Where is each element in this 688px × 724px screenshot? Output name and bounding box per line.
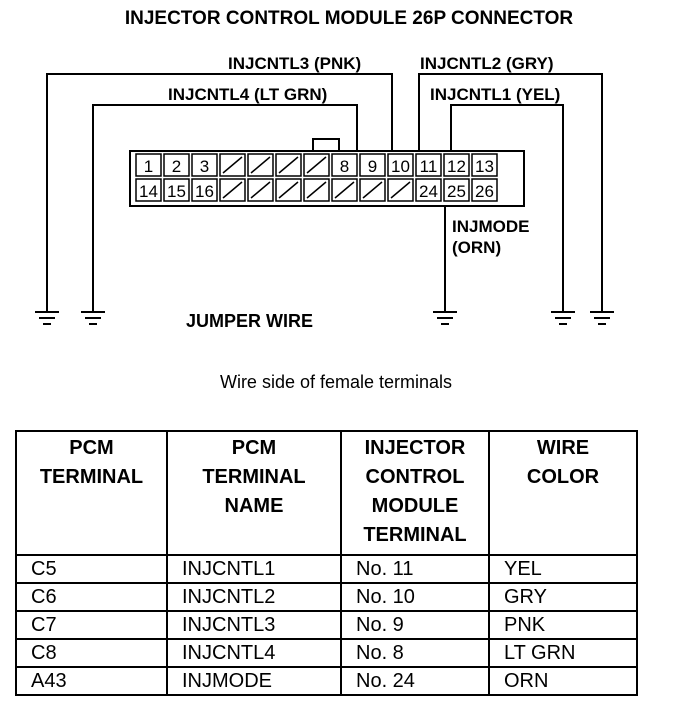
cell-terminal-name: INJCNTL1: [167, 555, 341, 583]
connector-26p: [130, 139, 524, 206]
header-pcm-terminal: [16, 431, 167, 555]
wire-injcntl4: [93, 105, 357, 312]
pin-label: 1: [143, 157, 154, 176]
cell-wire-color: ORN: [489, 667, 637, 695]
pin-label: 11: [419, 157, 438, 176]
header-line: CONTROL: [365, 466, 465, 488]
ground-icon: [551, 312, 575, 324]
ground-icon: [81, 312, 105, 324]
wire-injcntl1: [451, 105, 563, 312]
label-injcntl2: INJCNTL2 (GRY): [420, 54, 554, 73]
cell-module-terminal: No. 8: [341, 639, 489, 667]
table-row: [16, 611, 637, 639]
pin-label: 13: [475, 157, 494, 176]
table-row: [16, 555, 637, 583]
pin-label: 8: [339, 157, 350, 176]
pin-label: 26: [475, 182, 494, 201]
cell-pcm-terminal: C7: [16, 611, 167, 639]
table-row: [16, 639, 637, 667]
header-module-terminal: [341, 431, 489, 555]
header-wire-color: [489, 431, 637, 555]
pin-label: 9: [367, 157, 378, 176]
table-header-row: [16, 431, 637, 555]
pin-label: 24: [419, 182, 438, 201]
ground-symbols: [35, 312, 614, 324]
pin-label: 25: [447, 182, 466, 201]
ground-icon: [35, 312, 59, 324]
header-line: PCM: [69, 437, 114, 459]
cell-pcm-terminal: C8: [16, 639, 167, 667]
cell-module-terminal: No. 10: [341, 583, 489, 611]
ground-icon: [433, 312, 457, 324]
diagram-title: INJECTOR CONTROL MODULE 26P CONNECTOR: [124, 8, 574, 29]
label-injmode: INJMODE: [452, 217, 530, 236]
pin-label: 2: [171, 157, 182, 176]
cell-terminal-name: INJMODE: [167, 667, 341, 695]
header-line: INJECTOR: [364, 437, 466, 459]
table-row: [16, 583, 637, 611]
header-pcm-terminal-name: [167, 431, 341, 555]
cell-module-terminal: No. 9: [341, 611, 489, 639]
cell-pcm-terminal: C6: [16, 583, 167, 611]
pin-label: 3: [199, 157, 210, 176]
header-line: TERMINAL: [202, 466, 306, 488]
header-line: WIRE: [536, 437, 590, 459]
cell-wire-color: YEL: [489, 555, 637, 583]
header-line: TERMINAL: [39, 466, 144, 488]
cell-pcm-terminal: C5: [16, 555, 167, 583]
label-injcntl1: INJCNTL1 (YEL): [430, 85, 561, 104]
jumper-wire-label: JUMPER WIRE: [186, 311, 314, 331]
header-line: PCM: [231, 437, 277, 459]
pcm-terminal-table: [15, 430, 638, 696]
pin-label: 15: [167, 182, 186, 201]
header-line: TERMINAL: [363, 524, 467, 546]
cell-module-terminal: No. 11: [341, 555, 489, 583]
label-injmode-color: (ORN): [452, 238, 502, 257]
cell-pcm-terminal: A43: [16, 667, 167, 695]
cell-module-terminal: No. 24: [341, 667, 489, 695]
label-injcntl3: INJCNTL3 (PNK): [228, 54, 362, 73]
cell-wire-color: PNK: [489, 611, 637, 639]
cell-wire-color: LT GRN: [489, 639, 637, 667]
pin-label: 14: [139, 182, 158, 201]
diagram-caption: Wire side of female terminals: [219, 372, 453, 392]
header-line: COLOR: [526, 466, 600, 488]
pin-label: 10: [391, 157, 410, 176]
ground-icon: [590, 312, 614, 324]
cell-terminal-name: INJCNTL4: [167, 639, 341, 667]
cell-terminal-name: INJCNTL2: [167, 583, 341, 611]
header-line: MODULE: [371, 495, 459, 517]
pin-label: 12: [447, 157, 466, 176]
label-injcntl4: INJCNTL4 (LT GRN): [168, 85, 328, 104]
cell-wire-color: GRY: [489, 583, 637, 611]
table-row: [16, 667, 637, 695]
pin-label: 16: [195, 182, 214, 201]
cell-terminal-name: INJCNTL3: [167, 611, 341, 639]
header-line: NAME: [224, 495, 284, 517]
